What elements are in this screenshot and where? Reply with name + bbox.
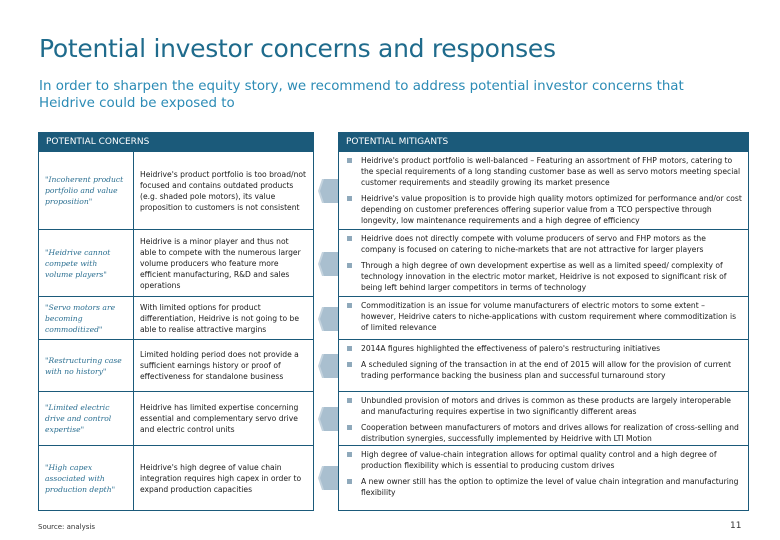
concern-quote-text: "Servo motors are becoming commoditized" <box>45 302 116 334</box>
bullet-square-icon <box>347 346 352 351</box>
page-subtitle: In order to sharpen the equity story, we recommend to address potential investor concerns that Heidrive could be exposed to <box>39 79 684 111</box>
bullet-square-icon <box>347 236 352 241</box>
concern-row <box>39 230 313 297</box>
concern-quote <box>39 446 134 510</box>
mitigant-text: A scheduled signing of the transaction in at the end of 2015 will allow for the provision of current trading performance backing the business plan and successful turnaround story <box>361 360 732 380</box>
concern-description <box>134 297 313 339</box>
chevron-arrow-icon <box>318 466 338 490</box>
bullet-square-icon <box>347 398 352 403</box>
bullet-square-icon <box>347 425 352 430</box>
mitigants-header: POTENTIAL MITIGANTS <box>338 132 749 152</box>
concern-description-text: Heidrive has limited expertise concerning essential and complementary servo drive and electric control units <box>140 403 299 434</box>
concern-description-text: Limited holding period does not provide a sufficient earnings history or proof of effectiveness for standalone business <box>140 350 299 381</box>
concern-quote <box>39 152 134 229</box>
mitigant-row <box>339 152 748 230</box>
chevron-arrow-icon <box>318 407 338 431</box>
mitigant-bullet <box>345 476 742 498</box>
mitigant-text: High degree of value-chain integration allows for optimal quality control and a high degree of production flexibility which is essential to producing custom drives <box>361 450 717 470</box>
chevron-arrow-icon <box>318 252 338 276</box>
mitigant-bullet <box>345 300 742 333</box>
mitigant-text: Heidrive's product portfolio is well-balanced – Featuring an assortment of FHP motors, catering to the special requirements of a long standing customer base as well as servo motors meeting special customer requirements and steadily growing its market presence <box>361 156 741 187</box>
mitigant-row <box>339 340 748 392</box>
concern-description-text: Heidrive's product portfolio is too broad/not focused and contains outdated products (e.g. shaded pole motors), its value proposition to customers is not consistent <box>140 169 307 212</box>
concern-row <box>39 297 313 340</box>
concern-description-text: Heidrive is a minor player and thus not able to compete with the numerous larger volume producers who feature more efficient manufacturing, R&D and sales operations <box>140 236 301 290</box>
concern-quote <box>39 340 134 391</box>
mitigant-text: 2014A figures highlighted the effectiveness of palero's restructuring initiatives <box>361 344 661 353</box>
concern-quote-text: "High capex associated with production depth" <box>45 462 116 494</box>
concern-description-text: With limited options for product differentiation, Heidrive is not going to be able to realise attractive margins <box>140 302 299 334</box>
chevron-arrow-icon <box>318 307 338 331</box>
concern-row <box>39 152 313 230</box>
bullet-square-icon <box>347 452 352 457</box>
concern-description <box>134 152 313 229</box>
concern-row <box>39 446 313 510</box>
mitigant-row <box>339 297 748 340</box>
mitigant-bullet <box>345 343 742 354</box>
mitigant-bullet <box>345 449 742 471</box>
concern-description <box>134 340 313 391</box>
bullet-square-icon <box>347 303 352 308</box>
bullet-square-icon <box>347 158 352 163</box>
bullet-square-icon <box>347 196 352 201</box>
chevron-arrow-icon <box>318 179 338 203</box>
concern-description <box>134 446 313 510</box>
concern-row <box>39 392 313 446</box>
concern-description <box>134 392 313 445</box>
concern-quote-text: "Limited electric drive and control expertise" <box>45 403 112 434</box>
concern-quote-text: "Restructuring case with no history" <box>45 355 122 376</box>
mitigant-text: A new owner still has the option to optimize the level of value chain integration and manufacturing flexibility <box>361 477 739 497</box>
source-note: Source: analysis <box>38 523 95 531</box>
concern-quote <box>39 392 134 445</box>
mitigant-text: Heidrive's value proposition is to provide high quality motors optimized for performance and/or cost depending on customer preferences offering superior value from a TCO perspective through longevity, low maintenance requirements and a high degree of efficiency <box>361 194 742 225</box>
mitigant-text: Unbundled provision of motors and drives is common as these products are largely interoperable and manufacturing requires expertise in two significantly different areas <box>361 396 731 416</box>
mitigant-row <box>339 392 748 446</box>
mitigant-text: Commoditization is an issue for volume manufacturers of electric motors to some extent – however, Heidrive caters to niche-applications with custom requirement where commoditization is of limited relevance <box>361 301 737 332</box>
concern-description <box>134 230 313 296</box>
mitigant-text: Cooperation between manufacturers of motors and drives allows for realization of cross-selling and distribution synergies, successfully implemented by Heidrive with LTI Motion <box>361 423 739 443</box>
bullet-square-icon <box>347 362 352 367</box>
concern-description-text: Heidrive's high degree of value chain integration requires high capex in order to expand production capacities <box>140 462 302 494</box>
concern-quote-text: "Incoherent product portfolio and value proposition" <box>45 175 124 206</box>
page-number: 11 <box>730 521 742 531</box>
chevron-arrow-icon <box>318 354 338 378</box>
mitigant-bullet <box>345 233 742 255</box>
mitigant-bullet <box>345 193 742 226</box>
concern-quote-text: "Heidrive cannot compete with volume players" <box>45 247 111 279</box>
mitigant-row <box>339 446 748 510</box>
mitigant-text: Through a high degree of own development expertise as well as a limited speed/ complexity of technology innovation in the electric motor market, Heidrive is not exposed to significant risk of being left behind larger competitors in terms of technology <box>361 261 727 292</box>
concern-quote <box>39 297 134 339</box>
concerns-table <box>38 152 314 511</box>
mitigants-table <box>338 152 749 511</box>
concern-quote <box>39 230 134 296</box>
concern-row <box>39 340 313 392</box>
mitigant-bullet <box>345 155 742 188</box>
mitigant-text: Heidrive does not directly compete with volume producers of servo and FHP motors as the company is focused on catering to niche-markets that are not attractive for larger players <box>361 234 706 254</box>
mitigant-bullet <box>345 422 742 444</box>
mitigant-bullet <box>345 260 742 293</box>
mitigant-row <box>339 230 748 297</box>
mitigant-bullet <box>345 395 742 417</box>
page-title: Potential investor concerns and responses <box>39 34 556 63</box>
concerns-header: POTENTIAL CONCERNS <box>38 132 314 152</box>
bullet-square-icon <box>347 263 352 268</box>
mitigant-bullet <box>345 359 742 381</box>
bullet-square-icon <box>347 479 352 484</box>
